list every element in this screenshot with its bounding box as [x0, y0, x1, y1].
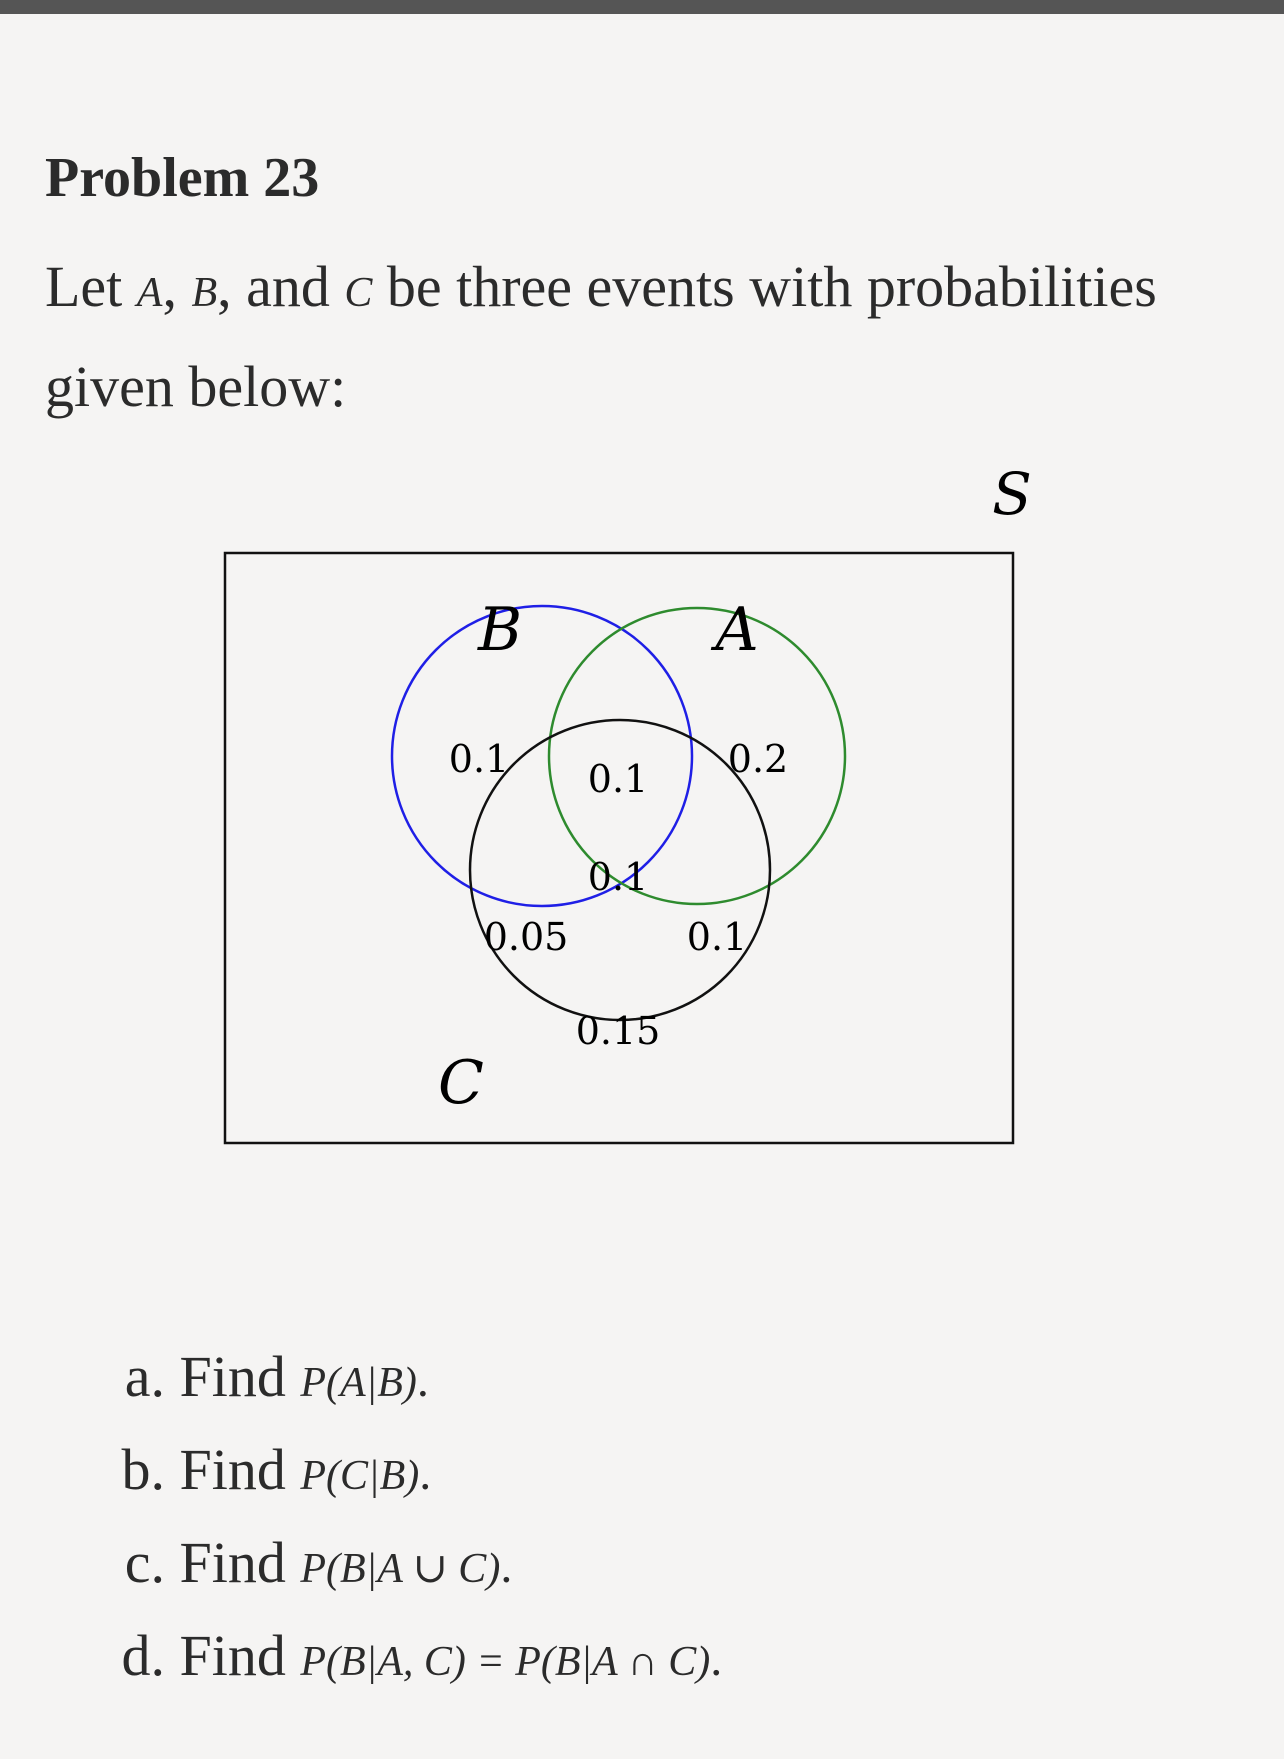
question-verb: Find [179, 1344, 286, 1409]
set-a-label: A [715, 595, 759, 665]
region-b-and-c: 0.05 [483, 915, 569, 959]
top-bar [0, 0, 1284, 14]
question-item [80, 1330, 722, 1423]
question-list [80, 1330, 722, 1702]
event-a: A [136, 270, 163, 316]
intro-mid: , and [217, 254, 345, 319]
question-expression: P(B|A, C) = P(B|A ∩ C) [300, 1639, 711, 1685]
question-end: . [416, 1354, 429, 1407]
problem-statement [45, 240, 1195, 433]
question-item [80, 1516, 722, 1609]
region-a-b-c: 0.1 [587, 855, 649, 899]
question-marker: a. [124, 1344, 165, 1409]
question-verb: Find [179, 1623, 286, 1688]
region-a-and-c: 0.1 [686, 915, 748, 959]
set-c-label: C [438, 1048, 484, 1118]
question-end: . [500, 1540, 513, 1593]
question-marker: d. [121, 1623, 165, 1688]
question-item [80, 1609, 722, 1702]
question-verb: Find [179, 1437, 286, 1502]
question-marker: c. [124, 1530, 165, 1595]
region-a-and-b: 0.1 [587, 757, 649, 801]
sample-space-box [225, 553, 1013, 1143]
problem-title: Problem 23 [45, 147, 320, 209]
event-c: C [344, 270, 373, 316]
event-b: B [191, 270, 218, 316]
question-expression: P(C|B) [300, 1453, 420, 1499]
question-end: . [419, 1447, 432, 1500]
question-expression: P(B|A ∪ C) [300, 1546, 501, 1592]
region-b-only: 0.1 [448, 737, 510, 781]
venn-diagram [0, 440, 1284, 1170]
intro-prefix: Let [45, 254, 137, 319]
region-a-only: 0.2 [727, 737, 789, 781]
region-c-only: 0.15 [575, 1009, 661, 1053]
intro-sep: , [162, 254, 192, 319]
intro-suffix: be three events with probabilities given below: [45, 254, 1157, 419]
question-expression: P(A|B) [300, 1360, 417, 1406]
set-b-label: B [477, 595, 523, 665]
question-item [80, 1423, 722, 1516]
question-end: . [710, 1633, 723, 1686]
question-marker: b. [121, 1437, 165, 1502]
sample-space-label: S [992, 460, 1032, 528]
question-verb: Find [179, 1530, 286, 1595]
